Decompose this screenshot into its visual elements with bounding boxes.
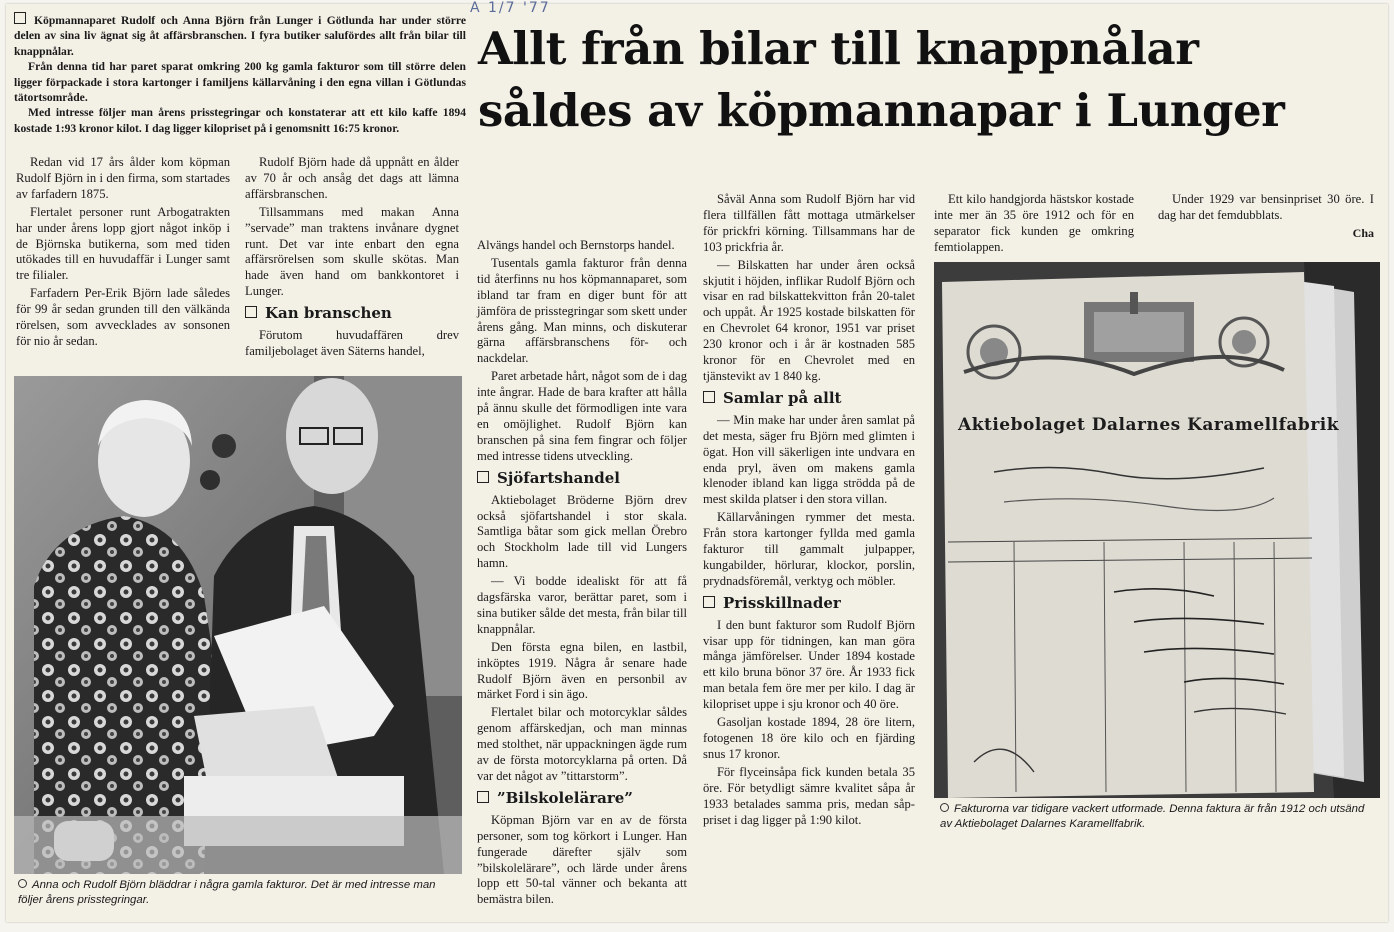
paragraph: — Bilskatten har under åren också skjutit i höjden, inflikar Rudolf Björn och visar en rad bilskattekvitton från 20-talet och uppåt. År 1925 kostade bilskatten för en Chevrolet 64 kronor, 1951 var priset 230 kronor och i år är kostnaden 585 kronor för en Chevrolet med en tjänstevikt av 1 840 kg. <box>703 257 915 383</box>
paragraph: Flertalet bilar och motorcyklar såldes genom affärskedjan, och man minnas med stolthet, när uppackningen ägde rum av de första motorcyklarna på orten. Då var det något av ”tittarstorm”. <box>477 705 687 783</box>
photo-invoice-caption: Fakturorna var tidigare vackert utformade. Denna faktura är från 1912 och utsänd av Aktiebolaget Dalarnes Karamellfabrik. <box>940 803 1365 830</box>
lead-paragraph: Med intresse följer man årens prisstegringar och konstaterar att ett kilo kaffe 1894 kostade 1:93 kronor kilot. I dag ligger kilopriset på i genomsnitt 16:75 kronor. <box>14 106 466 135</box>
paragraph: Ett kilo handgjorda hästskor kostade inte mer än 35 öre 1912 och för en separator fick kunden ge omkring femtiolappen. <box>934 192 1134 254</box>
paragraph: Den första egna bilen, en lastbil, inköptes 1919. Några år senare hade Rudolf Björn även en personbil av märket Ford i sin ägo. <box>477 639 687 702</box>
photo-couple-image <box>14 376 462 874</box>
article-headline <box>478 18 1378 142</box>
photo-invoice-image <box>934 262 1380 798</box>
paragraph: Gasoljan kostade 1894, 28 öre litern, fotogenen 18 öre kilo och en fjärding snus 17 kronor. <box>703 715 915 761</box>
subheading-samlar-pa-allt: Samlar på allt <box>703 391 915 407</box>
paragraph: — Min make har under åren samlat på det mesta, säger fru Björn med glimten i ögat. Hon vill säkerligen inte undvara en enda pryl, även om makens gamla klenoder ibland kan ligga strödda på de mest skilda platser i den stora villan. <box>703 412 915 507</box>
column-5 <box>934 192 1134 258</box>
paragraph: Flertalet personer runt Arbogatrakten har under årens lopp gjort något inköp i de Björnska butikerna, som med tiden utökades till en huvudaffär i Lunger samt tre filialer. <box>16 204 230 283</box>
paragraph: Köpman Björn var en av de första personer, som tog körkort i Lunger. Han fungerade därefter själv som ”bilskolelärare”, och lärde under årens lopp ett 50-tal vänner och bekanta att bemästra bilen. <box>477 812 687 907</box>
square-bullet-icon <box>703 391 715 403</box>
paragraph: Förutom huvudaffären drev familjebolaget även Säterns handel, <box>245 328 459 358</box>
subheading-bilskolelarare: ”Bilskolelärare” <box>477 791 687 807</box>
paragraph: Redan vid 17 års ålder kom köpman Rudolf Björn in i den firma, som startades av farfadern 1875. <box>16 155 230 201</box>
paragraph: Källarvåningen rymmer det mesta. Från stora kartonger fyllda med gamla fakturor till gammalt julpapper, kungabilder, hörlurar, klockor, porslin, prydnadsföremål, verktyg och möbler. <box>703 510 915 588</box>
lead-paragraph: Från denna tid har paret sparat omkring 200 kg gamla fakturor som till större delen ligger förpackade i stora kartonger i familjens källarvåning i den egna villan i Götlundas tätortsområde. <box>14 60 466 105</box>
subheading-sjofartshandel: Sjöfartshandel <box>477 471 687 487</box>
column-2 <box>245 155 459 362</box>
paragraph: Tusentals gamla fakturor från denna tid återfinns nu hos köpmannaparet, som ibland tar fram en diger bunt för att jämföra de prisstegringar som skett under årens gång. Man minns, och diskuterar gärna affärsbranschens för- och nackdelar. <box>477 255 687 366</box>
paragraph: Såväl Anna som Rudolf Björn har vid flera tillfällen fått mottaga utmärkelser för prickfri körning. Tillsammans har de 103 prickfria år. <box>703 192 915 254</box>
photo-couple <box>14 376 462 874</box>
paragraph: — Vi bodde idealiskt för att få dagsfärska varor, berättar paret, som i sina butiker sålde det mesta, från bilar till knappnålar. <box>477 574 687 636</box>
paragraph: Paret arbetade hårt, något som de i dag inte ångrar. Hade de bara krafter att hålla på ännu skulle det förmodligen inte vara en omöjlighet. Rudolf Björn kan branschen på sina fem fingrar och följer med intresse tidens utveckling. <box>477 369 687 463</box>
headline-line-2: såldes av köpmannapar i Lunger <box>478 84 1285 137</box>
photo-invoice <box>934 262 1380 798</box>
paragraph: Aktiebolaget Bröderne Björn drev också sjöfartshandel i stor skala. Samtliga båtar som gick mellan Örebro och Stockholm lade till vid Lungers hamn. <box>477 492 687 571</box>
lead-paragraph <box>14 12 466 59</box>
column-4 <box>703 192 915 830</box>
invoice-title: Aktiebolaget Dalarnes Karamellfabrik <box>958 415 1340 435</box>
paragraph: För flyceinsåpa fick kunden betala 35 öre. För betydligt sämre kvalitet såpa år 1933 betalades samma pris, medan såp-priset i dag ligger på 1:90 kilot. <box>703 764 915 827</box>
photo-couple-caption: Anna och Rudolf Björn bläddrar i några gamla fakturor. Det är med intresse man följer årens prisstegringar. <box>18 879 436 906</box>
paragraph: Rudolf Björn hade då uppnått en ålder av 70 år och ansåg det dags att lämna affärsbranschen. <box>245 155 459 201</box>
subheading-prisskillnader: Prisskillnader <box>703 596 915 612</box>
handwritten-date-note: A 1/7 '77 <box>470 0 551 16</box>
caption-circle-icon <box>940 803 949 812</box>
paragraph: Alvängs handel och Bernstorps handel. <box>477 238 675 252</box>
square-bullet-icon <box>245 306 257 318</box>
square-bullet-icon <box>14 12 26 24</box>
paragraph: Tillsammans med makan Anna ”servade” man traktens invånare dygnet runt. Det var inte enbart den egna affärsrörelsen som skulle skötas. Man hade även hand om bankkontoret i Lunger. <box>245 204 459 299</box>
square-bullet-icon <box>477 791 489 803</box>
column-1 <box>16 155 230 352</box>
square-bullet-icon <box>703 596 715 608</box>
lead-text-1: Köpmannaparet Rudolf och Anna Björn från Lunger i Götlunda har under större delen av sina liv ägnat sig åt affärsbranschen. I fyra butiker salufördes allt från bilar till knappnålar. <box>14 14 466 58</box>
author-signature: Cha <box>1352 225 1374 240</box>
paragraph: Farfadern Per-Erik Björn lade således för 99 år sedan grunden till den välkända rörelsen, som avvecklades av sonsonen för nio år sedan. <box>16 286 230 348</box>
square-bullet-icon <box>477 471 489 483</box>
paragraph: I den bunt fakturor som Rudolf Björn visar upp för tidningen, kan man göra många jämförelser. Under 1894 kostade ett kilo bruna bönor 37 öre. År 1933 fick man betala fem öre mer per kilo. I dag är kilopriset uppe i sju kronor och 40 öre. <box>703 617 915 712</box>
caption-circle-icon <box>18 879 27 888</box>
column-6 <box>1158 192 1374 242</box>
paragraph: Under 1929 var bensinpriset 30 öre. I dag har det femdubblats. <box>1158 192 1374 222</box>
headline-line-1: Allt från bilar till knappnålar <box>478 22 1199 75</box>
subheading-kan-branschen: Kan branschen <box>245 306 459 322</box>
column-3 <box>477 238 687 910</box>
article-lead <box>14 12 466 136</box>
